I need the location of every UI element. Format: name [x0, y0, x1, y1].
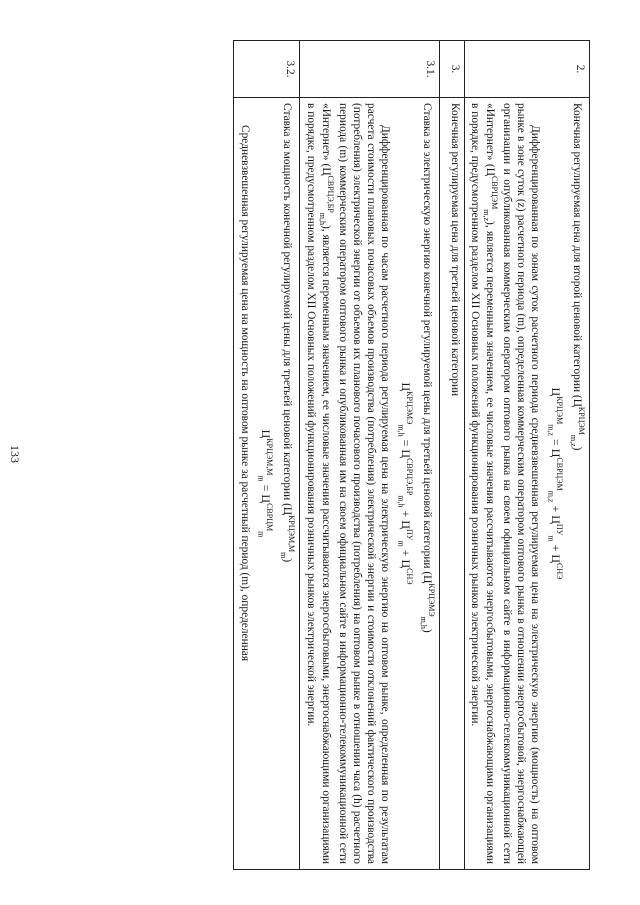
formula: $Ц^{КРЦЭМ,М}_m = Ц^{СВРЦМ}_m$ [257, 429, 275, 538]
row-number: 3.1. [300, 41, 439, 98]
row-content [300, 98, 439, 870]
row-content [464, 98, 589, 870]
row-title: Конечная регулируемая цена для второй ценовой категории $(Ц^{КРЦЭМ}_{m,z})$ [568, 103, 586, 451]
table-row-3 [439, 41, 464, 870]
table-row-3-1 [300, 41, 439, 870]
row-description: Средневзвешенная регулируемая цена на мощность на оптовом рынке за расчетный период (m), определенная [239, 125, 252, 662]
row-title: Ставка за мощность конечной регулируемой цены для третьей ценовой категории $(Ц^{КРЦЭМ,М}_m)$ [279, 103, 297, 563]
row-number: 3.2. [234, 41, 300, 98]
formula: $Ц^{КРЦЭМ}_{m,z} = Ц^{СВРЦЭМ}_{m,z} + Ц^{ПУ}_m + Ц^{СНЭ}$ [546, 387, 565, 580]
row-title: Ставка за электрическую энергию конечной регулируемой цены для третьей ценовой категории $(Ц^{КРЦЭМЭ}_{m,h})$ [418, 103, 436, 633]
row-content [234, 98, 300, 870]
table-row-3-2 [234, 41, 300, 870]
page-number: 133 [8, 445, 22, 463]
row-description: Дифференцированная по зонам суток расчетного периода средневзвешенная регулируемая цена на электрическую энергию (мощность) на оптовом рынке в зоне суток (z) расчетного периода (m), определенная коммерческим оператором оптового рынка в отношении энергосбытовой, энергоснабжающей организации и опубликованная коммерческим оператором оптового рынка на своем официальном сайте в информационно-телекоммуникационной сети «Интернет» $(Ц^{СВРЦЭМ}_{m,z})$, является переменным значением, ее числовые значения рассчитываются энергосбытовыми, энергоснабжающими организациями в порядке, предусмотренном разделом XII Основных положений функционирования розничных рынков электрической энергии. [469, 103, 542, 865]
rotated-page-content [70, 40, 590, 870]
formula: $Ц^{КРЦЭМЭ}_{m,h} = Ц^{СВРЦЭ,БР}_{m,h} + Ц^{ПУ}_m + Ц^{СНЭ}$ [396, 382, 414, 585]
table-row-2 [464, 41, 589, 870]
row-title: Конечная регулируемая цена для третьей ценовой категории [439, 98, 464, 870]
tariff-table [233, 40, 590, 870]
row-description: Дифференцированная по часам расчетного периода регулируемая цена на электрическую энергию на оптовом рынке, определенная по результатам расчета стоимости плановых почасовых объемов производства (потребления) электрической энергии и стоимости отклонений фактического производства (потребления) электрической энергии от объемов их планового почасового производства (потребления) на оптовом рынке в отношении часа (h) расчетного периода (m) коммерческим оператором оптового рынка и опубликованная им на своем официальном сайте в информационно-телекоммуникационной сети «Интернет» $(Ц^{СВРЦЭ,БР}_{m,h})$, является переменным значением, ее числовые значения рассчитываются энергосбытовыми, энергоснабжающими организациями в порядке, предусмотренном разделом XII Основных положений функционирования розничных рынков электрической энергии. [305, 103, 391, 865]
row-number: 2. [464, 41, 589, 98]
row-number: 3. [439, 41, 464, 98]
